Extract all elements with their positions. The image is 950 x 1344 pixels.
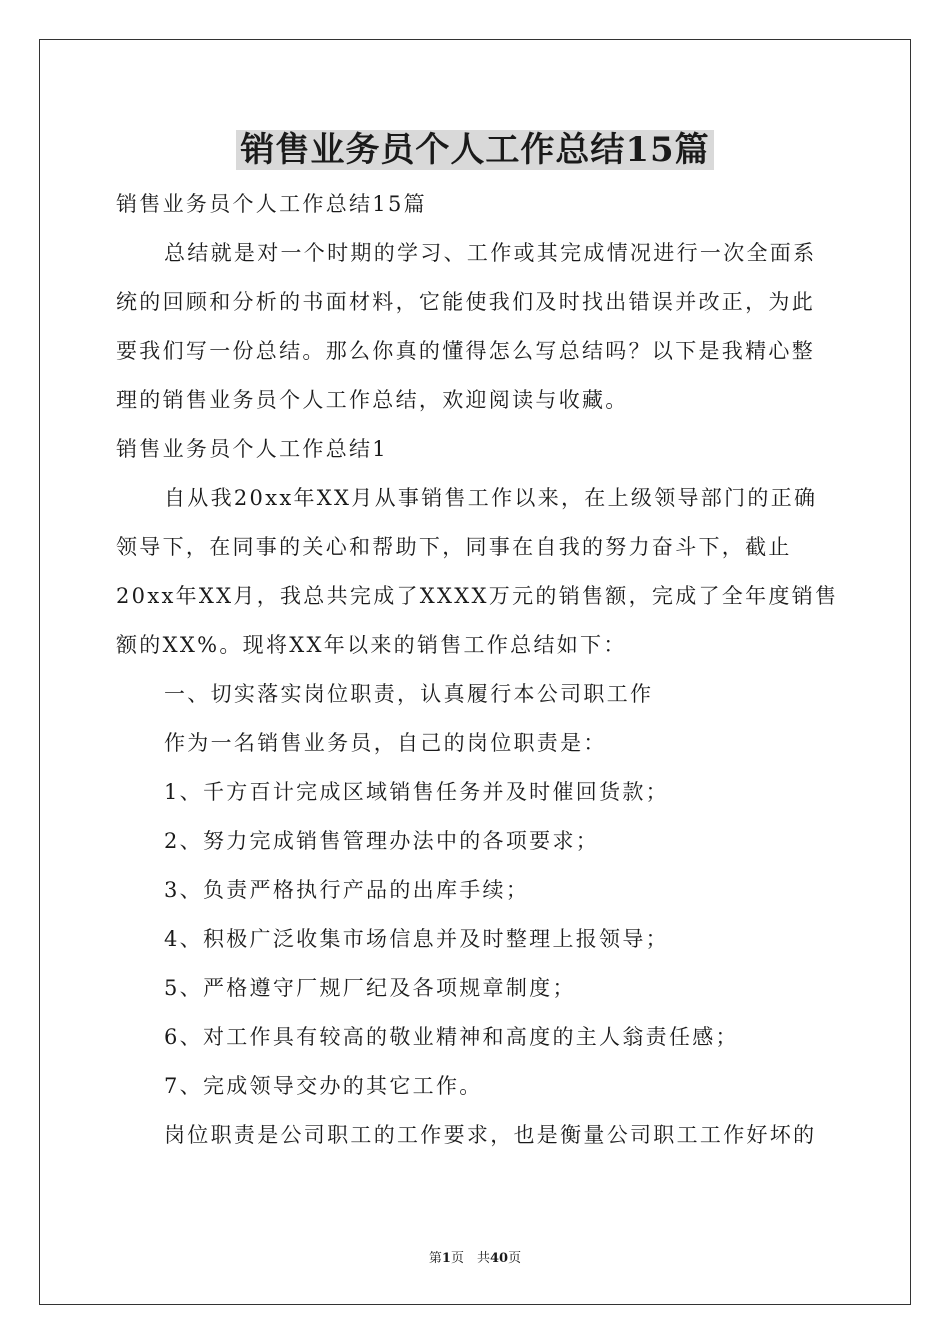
list-item: 5、严格遵守厂规厂纪及各项规章制度； <box>164 976 576 1000</box>
list-item: 6、对工作具有较高的敬业精神和高度的主人翁责任感； <box>164 1025 739 1049</box>
page-mid: 页 共 <box>450 1251 490 1266</box>
list-item: 7、完成领导交办的其它工作。 <box>164 1074 483 1098</box>
list-item: 1、千方百计完成区域销售任务并及时催回货款； <box>164 780 669 804</box>
list-item: 4、积极广泛收集市场信息并及时整理上报领导； <box>164 927 669 951</box>
list-item: 2、努力完成销售管理办法中的各项要求； <box>164 829 600 853</box>
paragraph-line: 岗位职责是公司职工的工作要求，也是衡量公司职工工作好坏的 <box>164 1123 817 1147</box>
section-subheading: 一、切实落实岗位职责，认真履行本公司职工作 <box>164 682 654 706</box>
page-prefix: 第 <box>428 1251 442 1266</box>
paragraph-line: 总结就是对一个时期的学习、工作或其完成情况进行一次全面系 <box>164 241 817 265</box>
subtitle-line: 销售业务员个人工作总结15篇 <box>116 192 427 216</box>
paragraph-line: 理的销售业务员个人工作总结，欢迎阅读与收藏。 <box>116 388 629 412</box>
paragraph-line: 20xx年XX月，我总共完成了XXXX万元的销售额，完成了全年度销售 <box>116 584 839 608</box>
section-heading: 销售业务员个人工作总结1 <box>116 437 388 461</box>
paragraph-line: 领导下，在同事的关心和帮助下，同事在自我的努力奋斗下，截止 <box>116 535 792 559</box>
document-title-text: 销售业务员个人工作总结15篇 <box>236 130 713 170</box>
page-suffix: 页 <box>508 1251 522 1266</box>
paragraph-line: 自从我20xx年XX月从事销售工作以来，在上级领导部门的正确 <box>164 486 818 510</box>
document-body <box>116 180 839 1160</box>
page-footer <box>0 1247 950 1266</box>
page-total: 40 <box>489 1251 509 1266</box>
document-title <box>0 128 950 172</box>
paragraph-line: 作为一名销售业务员，自己的岗位职责是： <box>164 731 607 755</box>
paragraph-line: 统的回顾和分析的书面材料，它能使我们及时找出错误并改正，为此 <box>116 290 815 314</box>
page-current: 1 <box>441 1251 451 1266</box>
paragraph-line: 要我们写一份总结。那么你真的懂得怎么写总结吗？以下是我精心整 <box>116 339 815 363</box>
paragraph-line: 额的XX%。现将XX年以来的销售工作总结如下： <box>116 633 627 657</box>
list-item: 3、负责严格执行产品的出库手续； <box>164 878 530 902</box>
